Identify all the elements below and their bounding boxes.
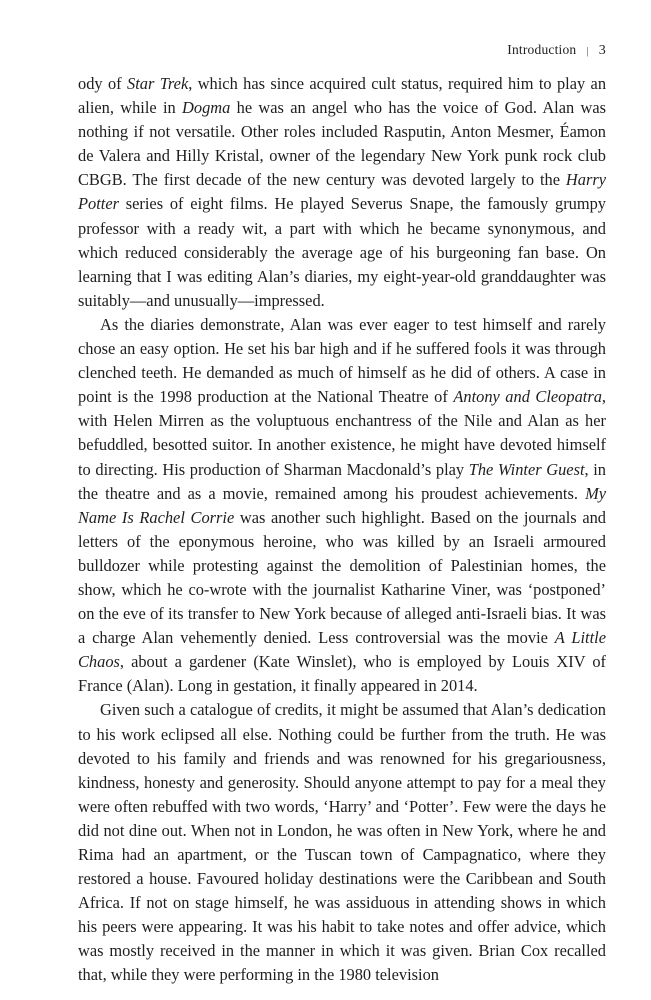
paragraph bbox=[78, 313, 606, 699]
header-separator: | bbox=[586, 45, 589, 57]
text-segment: Star Trek bbox=[127, 74, 189, 93]
text-segment: ody of bbox=[78, 74, 127, 93]
text-segment: My Name Is Rachel Corrie bbox=[78, 483, 606, 527]
text-segment: , in the theatre and as a movie, remained among his proudest achievements. bbox=[78, 459, 606, 503]
section-title: Introduction bbox=[507, 42, 577, 57]
text-segment: was another such highlight. Based on the journals and letters of the eponymous heroine, who was killed by an Israeli armoured bulldozer while protesting against the demolition of Palestinian homes, the show, which he co-wrote with the journalist Katharine Viner, was ‘postponed’ on the eve of its transfer to New York because of alleged anti-Israeli bias. It was a charge Alan vehemently denied. Less controversial was the movie bbox=[78, 507, 606, 648]
page-number: 3 bbox=[598, 43, 606, 58]
text-segment: Dogma bbox=[182, 98, 231, 118]
paragraph bbox=[78, 698, 606, 987]
running-head bbox=[78, 42, 606, 59]
paragraph bbox=[78, 72, 606, 313]
text-segment: , about a gardener (Kate Winslet), who is employed by Louis XIV of France (Alan). Long in gestation, it finally appeared in 2014. bbox=[78, 652, 606, 696]
text-segment: The Winter Guest bbox=[468, 459, 585, 479]
text-segment: Given such a catalogue of credits, it might be assumed that Alan’s dedication to his work eclipsed all else. Nothing could be further from the truth. He was devoted to his family and friends and was renowned for his gregariousness, kindness, honesty and generosity. Should anyone attempt to pay for a meal they were often rebuffed with two words, ‘Harry’ and ‘Potter’. Few were the days he did not dine out. When not in London, he was often in New York, where he and Rima had an apartment, or the Tuscan town of Campagnatico, where they restored a house. Favoured holiday destinations were the Caribbean and South Africa. If not on stage himself, he was assiduous in attending shows in which his peers were appearing. It was his habit to take notes and offer advice, which was mostly received in the manner in which it was given. Brian Cox recalled that, while they were performing in the 1980 television bbox=[78, 700, 606, 985]
text-segment: Antony and Cleopatra bbox=[453, 387, 602, 407]
text-segment: A Little Chaos bbox=[78, 628, 606, 672]
text-segment: Harry Potter bbox=[78, 170, 606, 214]
text-segment: series of eight films. He played Severus Snape, the famously grumpy professor with a ready wit, a part with which he became synonymous, and which reduced considerably the average age of his burgeoning fan base. On learning that I was editing Alan’s diaries, my eight-year-old granddaughter was suitably—and unusually—impressed. bbox=[78, 194, 606, 310]
text-segment: , with Helen Mirren as the voluptuous enchantress of the Nile and Alan as her befuddled, besotted suitor. In another existence, he might have devoted himself to directing. His production of Sharman Macdonald’s play bbox=[78, 387, 606, 479]
text-segment: , which has since acquired cult status, required him to play an alien, while in bbox=[78, 74, 607, 118]
text-segment: As the diaries demonstrate, Alan was ever eager to test himself and rarely chose an easy option. He set his bar high and if he suffered fools it was through clenched teeth. He demanded as much of himself as he did of others. A case in point is the 1998 production at the National Theatre of bbox=[78, 314, 606, 407]
text-segment: he was an angel who has the voice of God. Alan was nothing if not versatile. Other roles included Rasputin, Anton Mesmer, Éamon de Valera and Hilly Kristal, owner of the legendary New York punk rock club CBGB. The first decade of the new century was devoted largely to the bbox=[78, 98, 606, 190]
body-text bbox=[78, 72, 606, 988]
